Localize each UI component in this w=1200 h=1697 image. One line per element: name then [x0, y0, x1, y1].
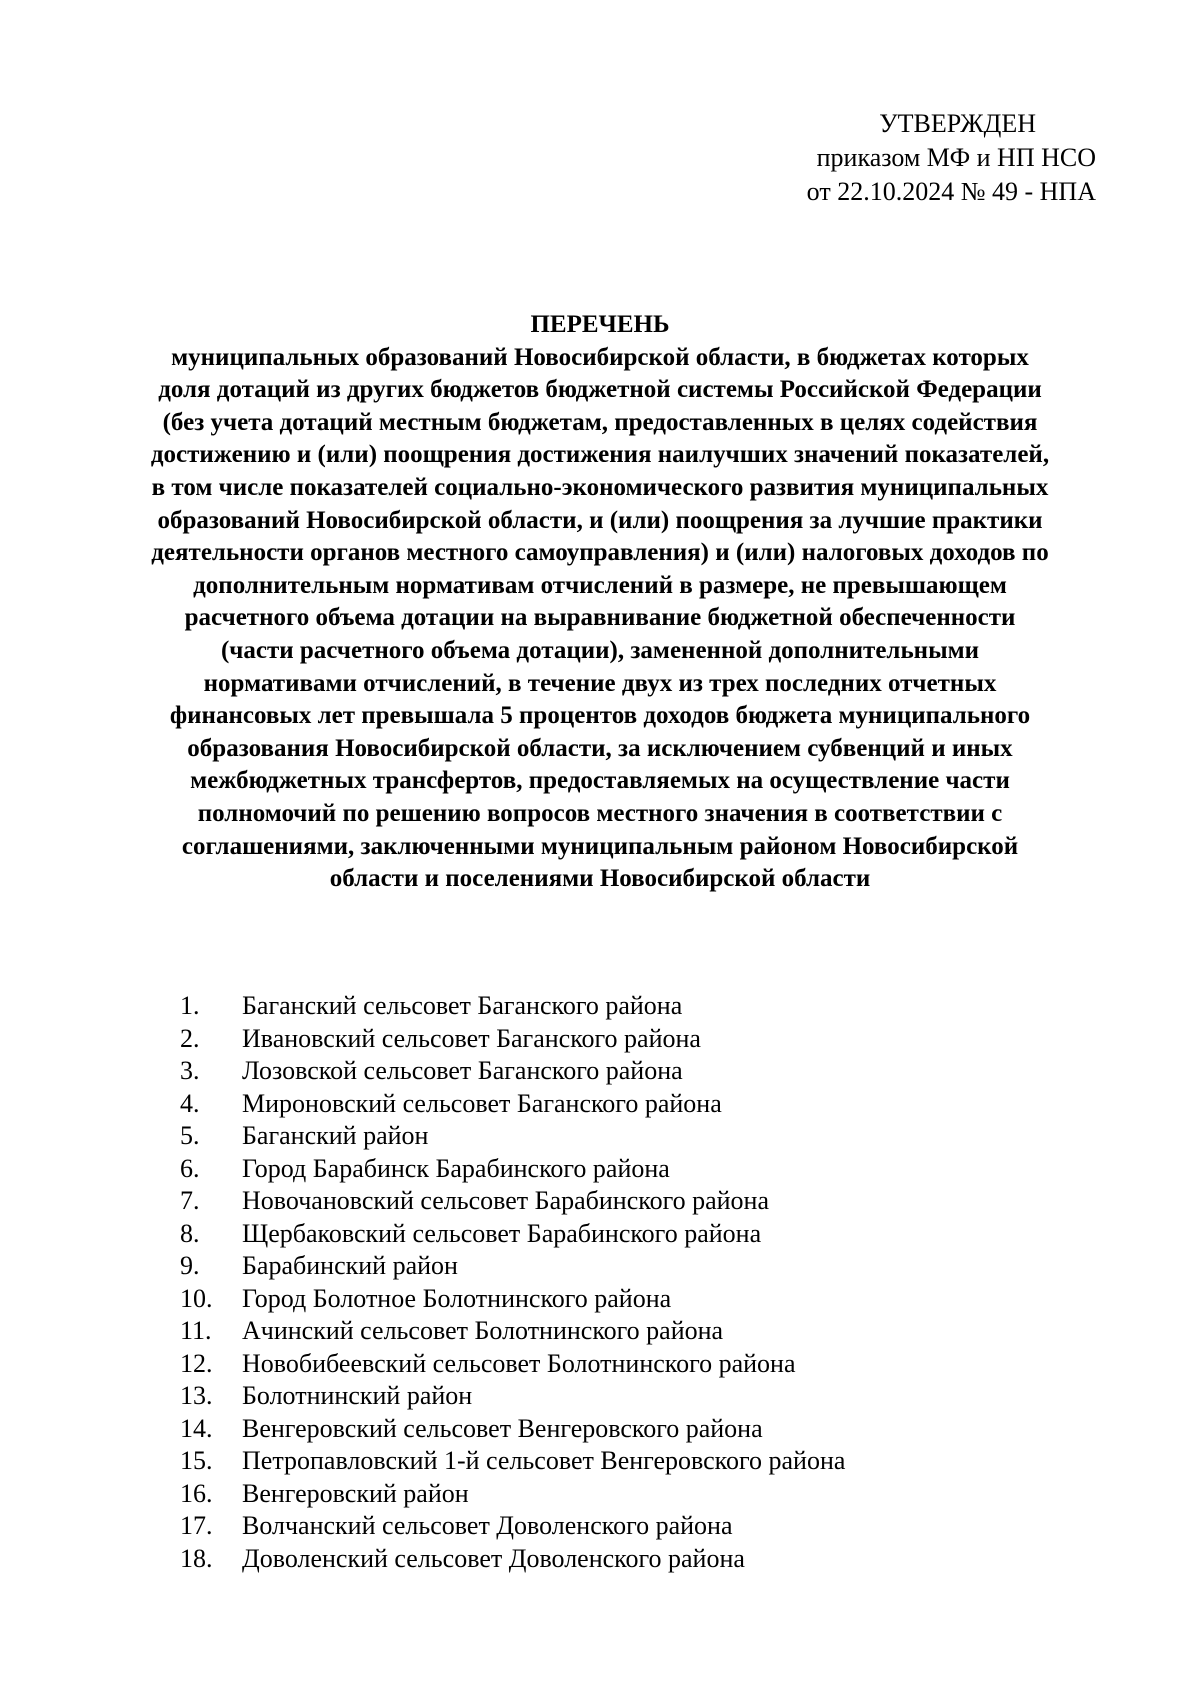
list-item [180, 1315, 1080, 1348]
list-item [180, 1445, 1080, 1478]
list-item-number: 6. [180, 1153, 200, 1183]
list-item-text: Венгеровский сельсовет Венгеровского района [242, 1413, 763, 1443]
list-item-number: 1. [180, 991, 200, 1020]
list-item-number: 3. [180, 1056, 200, 1085]
list-item-text: Венгеровский район [242, 1478, 469, 1508]
list-item-number: 14. [180, 1413, 213, 1443]
list-item [180, 1543, 1080, 1576]
list-item [180, 1413, 1080, 1446]
list-item-text: Ивановский сельсовет Баганского района [242, 1023, 701, 1053]
list-item-number: 17. [180, 1511, 213, 1540]
document-title: ПЕРЕЧЕНЬ [530, 311, 670, 338]
list-item-text: Баганский район [242, 1121, 429, 1150]
list-item [180, 1218, 1080, 1251]
list-item [180, 1088, 1080, 1121]
list-item [180, 1153, 1080, 1186]
list-item-number: 7. [180, 1186, 200, 1215]
list-item-text: Петропавловский 1-й сельсовет Венгеровского района [242, 1446, 846, 1475]
list-item-text: Ачинский сельсовет Болотнинского района [242, 1316, 724, 1345]
list-item [180, 1250, 1080, 1283]
list-item [180, 1380, 1080, 1413]
list-item-text: Новочановский сельсовет Барабинского района [242, 1186, 769, 1215]
list-item-number: 18. [180, 1543, 213, 1573]
list-item [180, 1510, 1080, 1543]
approval-title: УТВЕРЖДЕН [879, 109, 1036, 138]
list-item-number: 2. [180, 1023, 200, 1053]
document-subtitle: муниципальных образований Новосибирской области, в бюджетах которых доля дотаций из других бюджетов бюджетной системы Российской Федерации (без учета дотаций местным бюджетам, предоставленных в целях содействия достижению и (или) поощрения достижения наилучших значений показателей, в том числе показателей социально-экономического развития муниципальных образований Новосибирской области, и (или) поощрения за лучшие практики деятельности органов местного самоуправления) и (или) налоговых доходов по дополнительным нормативам отчислений в размере, не превышающем расчетного объема дотации на выравнивание бюджетной обеспеченности (части расчетного объема дотации), замененной дополнительными нормативами отчислений, в течение двух из трех последних отчетных финансовых лет превышала 5 процентов доходов бюджета муниципального образования Новосибирской области, за исключением субвенций и иных межбюджетных трансфертов, предоставляемых на осуществление части полномочий по решению вопросов местного значения в соответствии с соглашениями, заключенными муниципальным районом Новосибирской области и поселениями Новосибирской области [150, 343, 1050, 893]
document-heading [150, 309, 1050, 896]
list-item-text: Щербаковский сельсовет Барабинского района [242, 1218, 762, 1248]
list-item-text: Болотнинский район [242, 1381, 473, 1410]
list-item-number: 16. [180, 1478, 213, 1508]
list-item [180, 1478, 1080, 1511]
approval-date-number: от 22.10.2024 № 49 - НПА [806, 177, 1096, 206]
list-item [180, 1055, 1080, 1088]
list-item-text: Волчанский сельсовет Доволенского района [242, 1511, 733, 1540]
list-item-text: Город Барабинск Барабинского района [242, 1153, 670, 1183]
list-item-text: Новобибеевский сельсовет Болотнинского района [242, 1348, 796, 1378]
list-item-number: 5. [180, 1121, 200, 1150]
list-item-number: 15. [180, 1446, 213, 1475]
list-item-text: Лозовской сельсовет Баганского района [242, 1056, 683, 1085]
list-item-number: 9. [180, 1251, 200, 1280]
approval-order: приказом МФ и НП НСО [816, 143, 1096, 172]
list-item-number: 11. [180, 1316, 212, 1345]
municipality-list [180, 990, 1080, 1575]
list-item [180, 990, 1080, 1023]
list-item-number: 12. [180, 1348, 213, 1378]
list-item [180, 1185, 1080, 1218]
list-item-number: 13. [180, 1381, 213, 1410]
list-item [180, 1120, 1080, 1153]
list-item-number: 4. [180, 1088, 200, 1118]
list-item-text: Барабинский район [242, 1251, 458, 1280]
approval-stamp [676, 107, 1096, 209]
list-item [180, 1023, 1080, 1056]
list-item-text: Баганский сельсовет Баганского района [242, 991, 683, 1020]
list-item-number: 8. [180, 1218, 200, 1248]
list-item-text: Доволенский сельсовет Доволенского района [242, 1543, 745, 1573]
list-item-number: 10. [180, 1283, 213, 1313]
list-item [180, 1283, 1080, 1316]
list-item-text: Город Болотное Болотнинского района [242, 1283, 672, 1313]
list-item-text: Мироновский сельсовет Баганского района [242, 1088, 722, 1118]
list-item [180, 1348, 1080, 1381]
